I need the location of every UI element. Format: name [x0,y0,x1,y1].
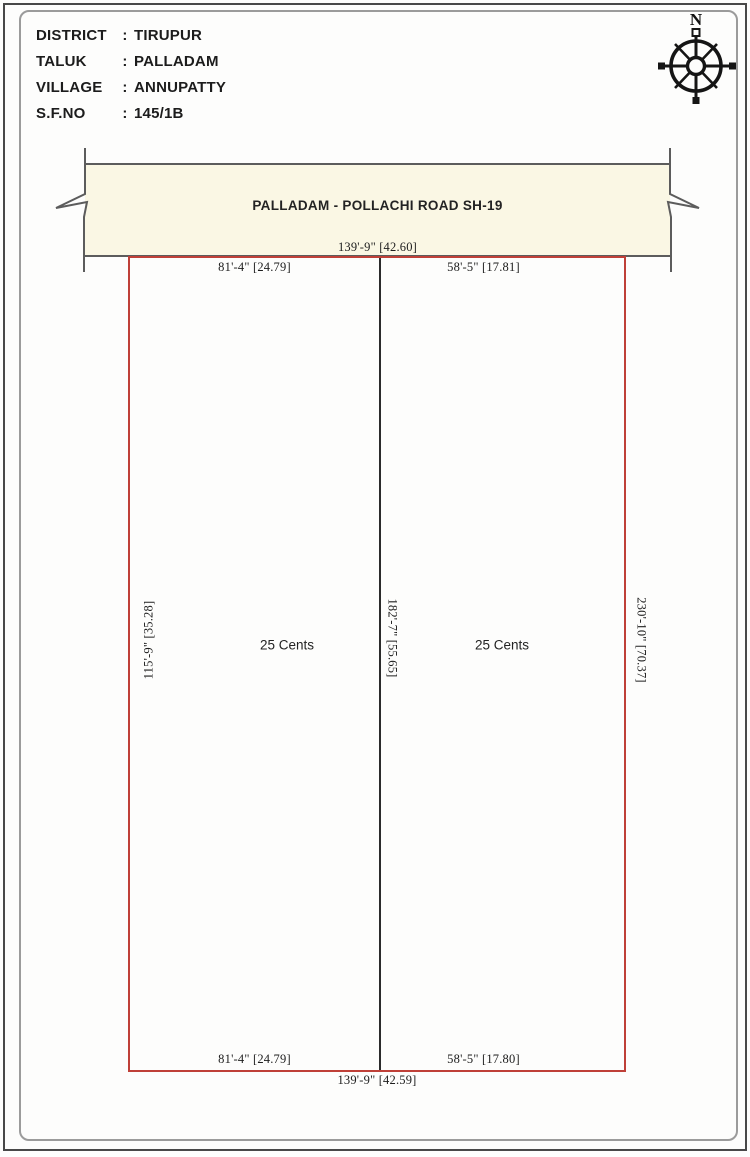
dim-bottom-left: 81'-4" [24.79] [218,1052,291,1066]
header-separator: : [122,104,128,122]
dim-total-bottom: 139'-9" [42.59] [337,1073,417,1087]
header-row-district [36,22,226,48]
dim-bottom-right: 58'-5" [17.80] [447,1052,520,1066]
header-value: 145/1B [134,104,184,122]
plot-area-right: 25 Cents [474,637,530,653]
dim-right-side: 230'-10" [70.37] [634,597,649,683]
plot-divider-line [379,258,381,1070]
plot-outline [128,256,626,1072]
header-row-sfno [36,100,226,126]
compass-rose [653,8,741,115]
dim-divider-side: 182'-7" [55.65] [385,598,400,678]
header-value: TIRUPUR [134,26,203,44]
dim-left-side: 115'-9" [35.28] [141,600,156,680]
header-separator: : [122,52,128,70]
road-frontage-dimension: 139'-9" [42.60] [337,240,418,254]
header-value: PALLADAM [134,52,219,70]
dim-top-right: 58'-5" [17.81] [447,260,520,274]
header-separator: : [122,26,128,44]
dim-top-left: 81'-4" [24.79] [218,260,291,274]
road-band [85,163,670,257]
header-separator: : [122,78,128,96]
road-break-right-icon [637,148,703,272]
header-label: TALUK [36,52,87,70]
road-break-left-icon [52,148,118,272]
compass-rose-icon [653,8,741,110]
header-row-taluk [36,48,226,74]
compass-north-label: N [689,10,703,29]
header-label: S.F.NO [36,104,86,122]
header-label: VILLAGE [36,78,103,96]
header-info [36,22,226,126]
header-label: DISTRICT [36,26,107,44]
header-value: ANNUPATTY [134,78,227,96]
plot-area-left: 25 Cents [259,637,315,653]
header-row-village [36,74,226,100]
road-name: PALLADAM - POLLACHI ROAD SH-19 [252,198,503,213]
